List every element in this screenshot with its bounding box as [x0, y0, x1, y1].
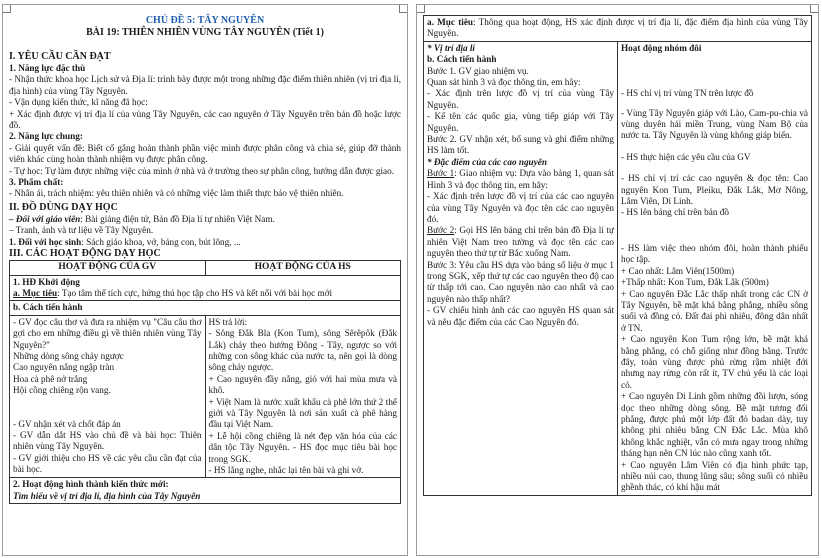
teacher-activities	[424, 41, 618, 495]
step-label: Bước 1	[427, 168, 455, 179]
new-knowledge-cell	[10, 478, 401, 504]
list-item: - GV đọc câu thơ và đưa ra nhiệm vụ "Câu câu thơ gợi cho em những điều gì về thiên nhiên vùng Tây Nguyên?"	[13, 316, 202, 350]
warmup-aim	[13, 288, 397, 299]
paragraph: - Tự học: Tự làm được những việc của mình ở nhà và ở trường theo sự phân công, hướng dẫn được giao.	[9, 165, 395, 176]
list-item: - Xác định trên lược đồ vị trí của vùng Tây Nguyên.	[427, 88, 614, 110]
left-page	[2, 4, 408, 556]
paragraph: - Giải quyết vấn đề: Biết cố gắng hoàn thành phần việc mình được phân công và chia sẻ, giúp đỡ thành viên khác cùng hoàn thành nhiệm vụ được phân công.	[9, 142, 401, 165]
left-page-content	[9, 15, 401, 504]
poem-line: Hoa cà phê nở trắng	[13, 373, 88, 384]
list-item: + Cao nguyên Di Linh gồm những đồi lượn, sóng dọc theo những dòng sông. Bề mặt tương đối phẳng, được phủ một lớp đất đỏ badan dày, tuy không phì nhiêu bằng CN Đắc Lắc. Mùa khô không khắc nghiệt, vẫn có mưa ngay trong những tháng hạn nên CN lúc nào cũng xanh tốt.	[621, 391, 808, 459]
section-materials: II. ĐỒ DÙNG DẠY HỌC	[9, 201, 118, 213]
list-item: - HS lên bảng chỉ trên bản đồ	[621, 207, 729, 218]
list-item: - Xác định trên lược đồ vị trí của các cao nguyên của vùng Tây Nguyên và đọc tên các cao nguyên đó.	[427, 191, 614, 224]
subsection-specific-competence: 1. Năng lực đặc thù	[9, 63, 86, 73]
aim	[427, 17, 808, 40]
list-item: - HS làm việc theo nhóm đôi, hoàn thành phiếu học tập.	[621, 242, 808, 265]
subheading-plateaus: * Đặc điểm của các cao nguyên	[427, 156, 547, 167]
list-item: + Cao nguyên Lâm Viên có địa hình phức tạp, nhiều núi cao, thung lũng sâu; sông suối có nhiều ghềnh thác, có khí hậu mát	[621, 459, 808, 493]
section-activities: III. CÁC HOẠT ĐỘNG DẠY HỌC	[9, 248, 161, 260]
materials-student	[9, 237, 401, 248]
paragraph: - Nhân ái, trách nhiệm: yêu thiên nhiên và có những việc làm thiết thực bảo vệ thiên nhiên.	[9, 188, 344, 199]
table-header-row	[10, 261, 401, 275]
step-text: : Giao nhiệm vụ: Dựa vào bảng 1, quan sát Hình 3 và đọc thông tin, em hãy:	[427, 168, 614, 190]
list-item: Bước 1. GV giao nhiệm vụ.	[427, 65, 529, 76]
materials-teacher-label: – Đối với giáo viên	[9, 213, 81, 224]
table-row	[10, 275, 401, 301]
student-activities	[205, 315, 401, 478]
materials-student-text: : Sách giáo khoa, vở, bảng con, bút lông, ...	[81, 236, 241, 247]
table-row	[424, 16, 812, 42]
table-row	[10, 478, 401, 504]
step-label: Bước 2	[427, 225, 455, 236]
list-item: - Kể tên các quốc gia, vùng tiếp giáp với Tây Nguyên.	[427, 111, 614, 133]
subsection-qualities: 3. Phẩm chất:	[9, 177, 64, 188]
list-item: + Cao nguyên đầy nắng, gió với hai mùa mưa và khô.	[208, 373, 397, 396]
list-item: - GV chiếu hình ảnh các cao nguyên HS quan sát và nêu đặc điểm của các Cao Nguyên đó.	[427, 305, 614, 327]
section-requirements: I. YÊU CẦU CẦN ĐẠT	[9, 51, 111, 62]
table-row	[10, 301, 401, 315]
aim-cell	[424, 16, 812, 42]
right-page	[416, 4, 819, 556]
paragraph: - Vận dụng kiến thức, kĩ năng đã học:	[9, 97, 148, 108]
activities-table-continued	[423, 15, 812, 496]
teacher-activities	[10, 315, 206, 478]
step-text: : Gọi HS lên bảng chỉ trên bản đồ Địa lí tự nhiên Việt Nam treo tường và đọc tên các cao nguyên theo thứ tự từ Bắc xuống Nam.	[427, 225, 614, 259]
materials-pictures: – Tranh, ảnh và tư liệu về Tây Nguyên.	[9, 225, 154, 236]
list-item: - GV giới thiệu cho HS về các yêu cầu cần đạt của bài học.	[13, 452, 202, 475]
subheading-location: * Vị trí địa lí	[427, 42, 475, 53]
list-item: + Cao nhất: Lâm Viên(1500m)	[621, 265, 735, 276]
new-knowledge-subtitle: Tìm hiểu về vị trí địa lí, địa hình của Tây Nguyên	[13, 490, 201, 501]
paragraph: - Nhận thức khoa học Lịch sử và Địa lí: trình bày được một trong những đặc điểm thiên nhiên (vị trí địa lí, địa hình) của vùng Tây Nguyên.	[9, 74, 401, 96]
list-item: + Cao nguyên Kon Tum rộng lớn, bề mặt khá bằng phẳng, có chỗ giống như đồng bằng. Trước đây, toàn vùng được phủ rừng rậm nhiệt đới nhưng nay rừng còn rất ít, TV chủ yếu là các loại cỏ.	[621, 334, 808, 390]
list-item	[427, 168, 614, 191]
column-heading-pairs: Hoạt động nhóm đôi	[621, 42, 702, 53]
list-item: - Sông Đắk Bla (Kon Tum), sông Sêrêpôk (Đắk Lắk) chảy theo hướng Đông - Tây, ngược so với những con sông khác của nước ta, nên gọi là dòng sông chảy ngược.	[208, 328, 397, 373]
poem-line: Cao nguyên nắng ngập tràn	[13, 362, 115, 373]
list-item: - Vùng Tây Nguyên giáp với Lào, Cam-pu-chia và vùng duyên hải miền Trung, vùng Nam Bộ của nước ta. Tây Nguyên là vùng không giáp biển.	[621, 107, 808, 141]
list-item: - GV nhận xét và chốt đáp án	[13, 418, 121, 429]
list-item: Bước 2. GV nhận xét, bổ sung và ghi điểm những HS làm tốt.	[427, 134, 614, 156]
header-teacher: HOẠT ĐỘNG CỦA GV	[10, 261, 206, 275]
materials-teacher	[9, 214, 401, 225]
lesson-title: BÀI 19: THIÊN NHIÊN VÙNG TÂY NGUYÊN (Tiết 1)	[86, 27, 324, 38]
list-item: - HS chỉ vị trí vùng TN trên lược đồ	[621, 88, 754, 99]
list-item: - HS chỉ vị trí các cao nguyên & đọc tên: Cao nguyên Kon Tum, Pleiku, Đắk Lắk, Mơ Nông, Lâm Viên, Di Linh.	[621, 173, 808, 207]
list-item: Bước 3: Yêu cầu HS dựa vào bảng số liệu ở mục 1 trong SGK, xếp thứ tự các cao nguyên theo độ cao từ thấp tới cao. Cao nguyên nào cao nhất và cao nguyên nào thấp nhất?	[427, 259, 614, 304]
list-item: HS trả lời:	[208, 316, 248, 327]
subsection-general-competence: 2. Năng lực chung:	[9, 131, 83, 142]
list-item: - HS lắng nghe, nhắc lại tên bài và ghi vở.	[208, 465, 364, 475]
paragraph: + Xác định được vị trí địa lí của vùng Tây Nguyên, các cao nguyên ở Tây Nguyên trên bản đồ hoặc lược đồ.	[9, 108, 401, 131]
list-item: + Lễ hội cồng chiêng là nét đẹp văn hóa của các dân tộc Tây Nguyên. - HS đọc mục tiêu bài học trong SGK.	[208, 430, 397, 464]
student-activities	[618, 41, 812, 495]
procedure-cell	[10, 301, 401, 315]
poem-line: Hội cồng chiêng rộn vang.	[13, 385, 111, 396]
activities-table	[9, 260, 401, 504]
procedure-title: b. Cách tiến hành	[427, 54, 497, 65]
warmup-cell	[10, 275, 401, 301]
warmup-title: 1. HĐ Khởi động	[13, 276, 80, 287]
warmup-aim-text: : Tạo tâm thế tích cực, hứng thú học tập cho HS và kết nối với bài học mới	[57, 287, 333, 298]
warmup-aim-label: a. Mục tiêu	[13, 287, 58, 298]
topic-title: CHỦ ĐỀ 5: TÂY NGUYÊN	[145, 15, 265, 26]
table-row	[10, 315, 401, 478]
list-item: + Cao nguyên Đắc Lắc thấp nhất trong các CN ở Tây Nguyên, bề mặt khá bằng phẳng, nhiều sông suối và đồng cỏ. Đất đai phì nhiêu, đông dân nhất ở TN.	[621, 288, 808, 333]
list-item: + Việt Nam là nước xuất khẩu cà phê lớn thứ 2 thế giới và Tây Nguyên là nơi sản xuất cà phê hàng đầu tại Việt Nam.	[208, 396, 397, 430]
header-student: HOẠT ĐỘNG CỦA HS	[205, 261, 401, 275]
materials-student-label: 1. Đối với học sinh	[9, 236, 82, 247]
aim-label: a. Mục tiêu	[427, 17, 474, 27]
list-item: Quan sát hình 3 và đọc thông tin, em hãy:	[427, 77, 581, 88]
list-item	[427, 225, 614, 259]
poem-line: Những dòng sông chảy ngược	[13, 350, 124, 361]
list-item: - GV dẫn dắt HS vào chủ đề và bài học: Thiên nhiên vùng Tây Nguyên.	[13, 429, 202, 452]
list-item: - HS thực hiện các yêu cầu của GV	[621, 151, 751, 162]
new-knowledge-title: 2. Hoạt động hình thành kiến thức mới:	[13, 479, 169, 490]
table-row	[424, 41, 812, 495]
aim-text: : Thông qua hoạt động, HS xác định được vị trí địa lí, đặc điểm địa hình của vùng Tây Nguyên.	[427, 17, 808, 39]
procedure-title: b. Cách tiến hành	[13, 302, 83, 313]
list-item: +Thấp nhất: Kon Tum, Đắk Lắk (500m)	[621, 277, 769, 288]
materials-teacher-text: : Bài giảng điện tử, Bản đồ Địa lí tự nhiên Việt Nam.	[80, 213, 275, 224]
right-page-content	[423, 15, 812, 496]
